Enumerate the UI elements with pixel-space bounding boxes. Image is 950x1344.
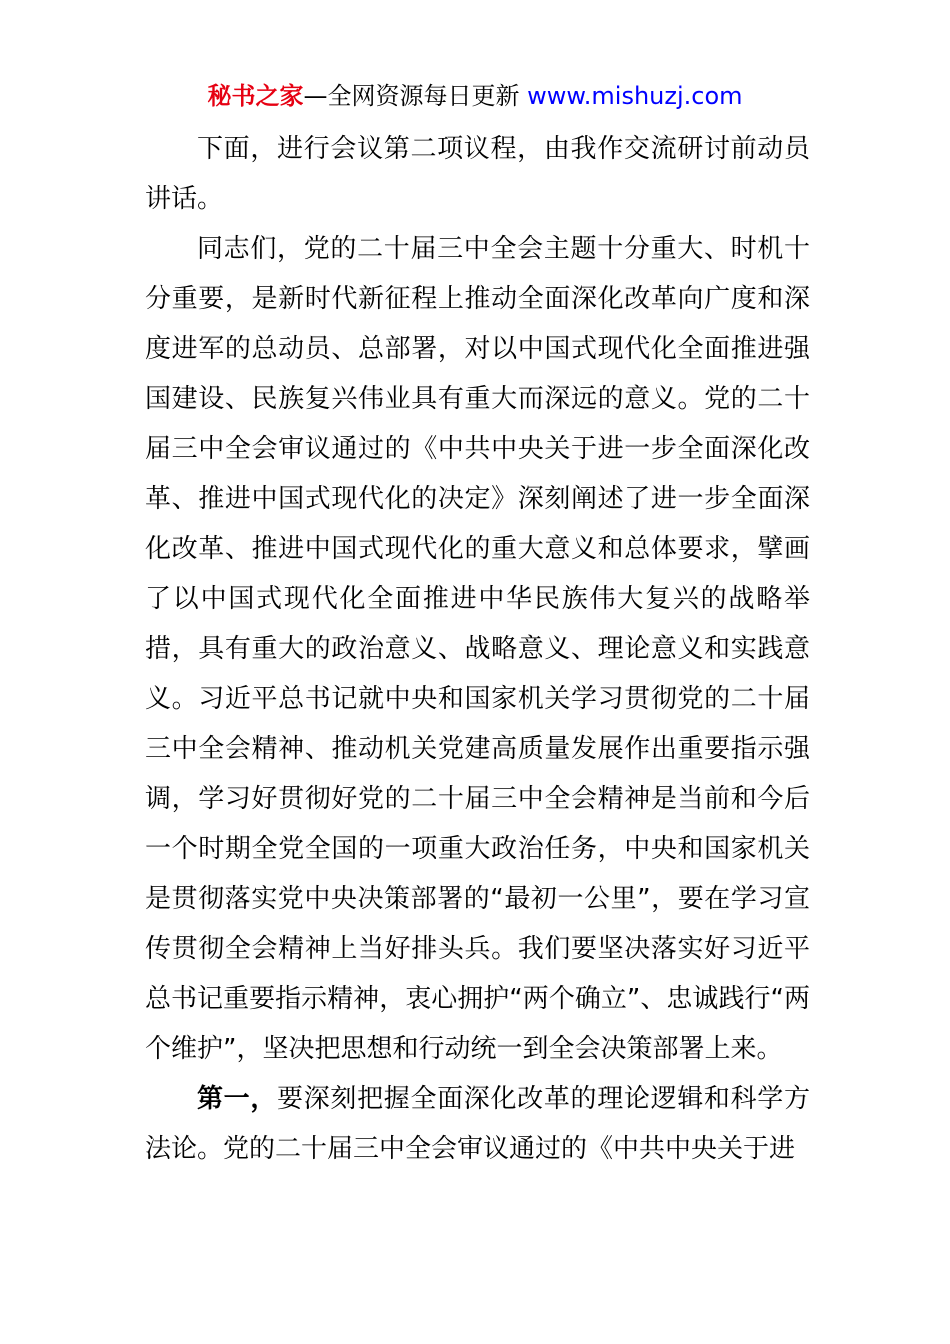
paragraph-text: 同志们，党的二十届三中全会主题十分重大、时机十分重要，是新时代新征程上推动全面深化改革向广度和深度进军的总动员、总部署，对以中国式现代化全面推进强国建设、民族复兴伟业具有重大而深远的意义。党的二十届三中全会审议通过的《中共中央关于进一步全面深化改革、推进中国式现代化的决定》深刻阐述了进一步全面深化改革、推进中国式现代化的重大意义和总体要求，擘画了以中国式现代化全面推进中华民族伟大复兴的战略举措，具有重大的政治意义、战略意义、理论意义和实践意义。习近平总书记就中央和国家机关学习贯彻党的二十届三中全会精神、推动机关党建高质量发展作出重要指示强调，学习好贯彻好党的二十届三中全会精神是当前和今后一个时期全党全国的一项重大政治任务，中央和国家机关是贯彻落实党中央决策部署的“最初一公里”，要在学习宣传贯彻全会精神上当好排头兵。我们要坚决落实好习近平总书记重要指示精神，衷心拥护“两个确立”、忠诚践行“两个维护”，坚决把思想和行动统一到全会决策部署上来。 <box>145 234 810 1064</box>
paragraph-first-point <box>145 1074 810 1174</box>
paragraph-text: 下面，进行会议第二项议程，由我作交流研讨前动员讲话。 <box>145 134 810 214</box>
document-body <box>145 124 810 1174</box>
site-url-link[interactable]: www.mishuzj.com <box>527 82 743 110</box>
paragraph-comrades <box>145 224 810 1074</box>
site-header <box>0 80 950 112</box>
site-tagline: —全网资源每日更新 <box>303 82 528 110</box>
site-brand: 秘书之家 <box>207 82 304 110</box>
paragraph-lead: 第一， <box>197 1084 278 1114</box>
paragraph-text: 要深刻把握全面深化改革的理论逻辑和科学方法论。党的二十届三中全会审议通过的《中共中央关于进 <box>145 1084 810 1164</box>
paragraph-agenda <box>145 124 810 224</box>
